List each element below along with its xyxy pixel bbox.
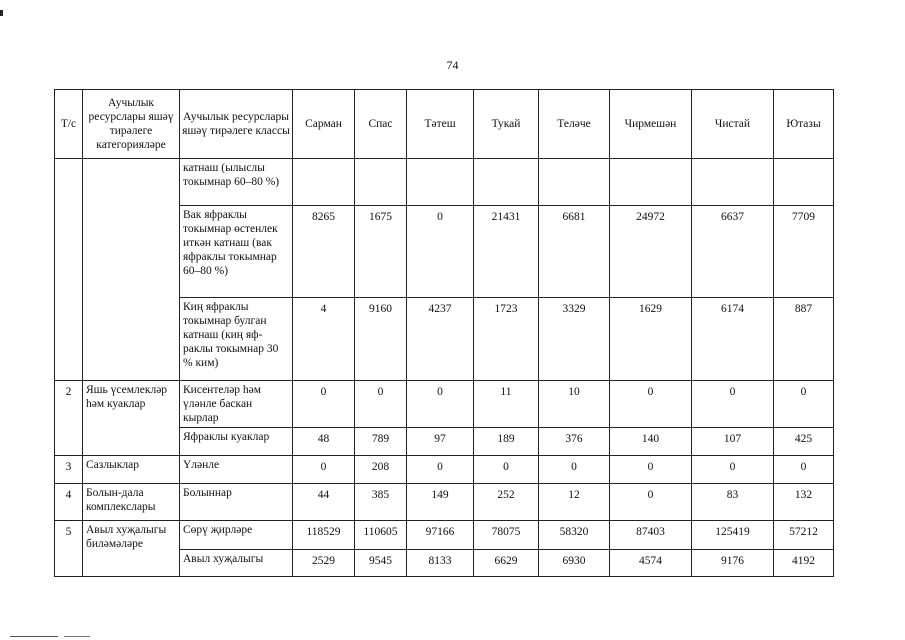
page-number: 74 bbox=[446, 58, 459, 72]
cell-tetesh: 0 bbox=[407, 206, 474, 298]
cell-teleche: 6681 bbox=[539, 206, 610, 298]
cell-chirmeshan: 4574 bbox=[610, 550, 692, 577]
cell-sarman: 44 bbox=[293, 484, 355, 521]
cell-teleche: 376 bbox=[539, 428, 610, 456]
cell-chistai: 0 bbox=[692, 381, 774, 428]
cell-spas: 789 bbox=[355, 428, 407, 456]
cell-spas bbox=[355, 159, 407, 206]
header-class: Аучылык ресурслары яшәү тирәлеге классы bbox=[180, 90, 293, 159]
habitat-area-table bbox=[54, 89, 834, 577]
cell-yutazy: 425 bbox=[774, 428, 834, 456]
cell-sarman: 0 bbox=[293, 456, 355, 484]
cell-tukai: 21431 bbox=[474, 206, 539, 298]
header-category: Аучылык ресурслары яшәү тирәлеге категорияләре bbox=[83, 90, 180, 159]
cell-tetesh: 97166 bbox=[407, 521, 474, 550]
cell-yutazy: 0 bbox=[774, 381, 834, 428]
cell-chistai bbox=[692, 159, 774, 206]
row-class: Үләнле bbox=[180, 456, 293, 484]
row-index: 2 bbox=[55, 381, 83, 456]
cell-tukai: 189 bbox=[474, 428, 539, 456]
cell-chistai: 125419 bbox=[692, 521, 774, 550]
row-index: 5 bbox=[55, 521, 83, 577]
cell-tetesh: 0 bbox=[407, 456, 474, 484]
cell-teleche: 3329 bbox=[539, 298, 610, 381]
header-chirmeshan: Чирмешән bbox=[610, 90, 692, 159]
cell-chirmeshan: 0 bbox=[610, 381, 692, 428]
cell-yutazy: 57212 bbox=[774, 521, 834, 550]
cell-tukai bbox=[474, 159, 539, 206]
header-teleche: Теләче bbox=[539, 90, 610, 159]
cell-chirmeshan: 24972 bbox=[610, 206, 692, 298]
cell-chirmeshan: 87403 bbox=[610, 521, 692, 550]
header-spas: Спас bbox=[355, 90, 407, 159]
header-tetesh: Тәтеш bbox=[407, 90, 474, 159]
row-class: Авыл хуҗалыгы bbox=[180, 550, 293, 577]
header-sarman: Сарман bbox=[293, 90, 355, 159]
cell-teleche: 10 bbox=[539, 381, 610, 428]
row-category bbox=[83, 159, 180, 381]
cell-teleche: 58320 bbox=[539, 521, 610, 550]
table-row bbox=[55, 456, 834, 484]
cell-spas: 208 bbox=[355, 456, 407, 484]
cell-sarman: 4 bbox=[293, 298, 355, 381]
row-category: Яшь үсемлекләр һәм куаклар bbox=[83, 381, 180, 456]
row-category: Болын-дала комплекслары bbox=[83, 484, 180, 521]
cell-chistai: 6174 bbox=[692, 298, 774, 381]
cell-tukai: 1723 bbox=[474, 298, 539, 381]
cell-spas: 9160 bbox=[355, 298, 407, 381]
row-class: Кисентеләр һәм үләнле баскан кырлар bbox=[180, 381, 293, 428]
cell-tukai: 78075 bbox=[474, 521, 539, 550]
cell-tetesh bbox=[407, 159, 474, 206]
cell-sarman: 2529 bbox=[293, 550, 355, 577]
table-header-row bbox=[55, 90, 834, 159]
table-row bbox=[55, 484, 834, 521]
cell-tetesh: 97 bbox=[407, 428, 474, 456]
row-class: катнаш (ылыслы токымнар 60–80 %) bbox=[180, 159, 293, 206]
cell-teleche bbox=[539, 159, 610, 206]
row-category: Сазлыклар bbox=[83, 456, 180, 484]
cell-teleche: 0 bbox=[539, 456, 610, 484]
cell-tukai: 252 bbox=[474, 484, 539, 521]
cell-yutazy bbox=[774, 159, 834, 206]
cell-chistai: 107 bbox=[692, 428, 774, 456]
cell-tetesh: 8133 bbox=[407, 550, 474, 577]
cell-tukai: 0 bbox=[474, 456, 539, 484]
cell-tukai: 11 bbox=[474, 381, 539, 428]
cell-chistai: 0 bbox=[692, 456, 774, 484]
row-class: Болыннар bbox=[180, 484, 293, 521]
cell-spas: 1675 bbox=[355, 206, 407, 298]
cell-sarman bbox=[293, 159, 355, 206]
cell-spas: 110605 bbox=[355, 521, 407, 550]
cell-chirmeshan: 140 bbox=[610, 428, 692, 456]
cell-sarman: 48 bbox=[293, 428, 355, 456]
footnote-separator bbox=[64, 636, 90, 637]
cell-tetesh: 4237 bbox=[407, 298, 474, 381]
cell-yutazy: 132 bbox=[774, 484, 834, 521]
cell-spas: 385 bbox=[355, 484, 407, 521]
row-category: Авыл хуҗалыгы биләмәләре bbox=[83, 521, 180, 577]
row-class: Вак яфраклы токымнар өстенлек иткән катнаш (вак яфраклы токымнар 60–80 %) bbox=[180, 206, 293, 298]
header-chistai: Чистай bbox=[692, 90, 774, 159]
cell-chistai: 9176 bbox=[692, 550, 774, 577]
header-index: Т/с bbox=[55, 90, 83, 159]
cell-teleche: 6930 bbox=[539, 550, 610, 577]
table-row bbox=[55, 159, 834, 206]
cell-chirmeshan: 1629 bbox=[610, 298, 692, 381]
cell-spas: 9545 bbox=[355, 550, 407, 577]
row-index bbox=[55, 159, 83, 381]
row-index: 4 bbox=[55, 484, 83, 521]
cell-yutazy: 0 bbox=[774, 456, 834, 484]
cell-chirmeshan: 0 bbox=[610, 456, 692, 484]
cell-sarman: 0 bbox=[293, 381, 355, 428]
row-class: Сөрү җирләре bbox=[180, 521, 293, 550]
cell-spas: 0 bbox=[355, 381, 407, 428]
footnote-separator bbox=[10, 636, 58, 637]
cell-tetesh: 149 bbox=[407, 484, 474, 521]
cell-tukai: 6629 bbox=[474, 550, 539, 577]
cell-tetesh: 0 bbox=[407, 381, 474, 428]
cell-chistai: 83 bbox=[692, 484, 774, 521]
table-row bbox=[55, 521, 834, 550]
header-tukai: Тукай bbox=[474, 90, 539, 159]
table-row bbox=[55, 381, 834, 428]
row-class: Яфраклы куаклар bbox=[180, 428, 293, 456]
cell-chirmeshan bbox=[610, 159, 692, 206]
cell-yutazy: 887 bbox=[774, 298, 834, 381]
cell-teleche: 12 bbox=[539, 484, 610, 521]
cell-sarman: 118529 bbox=[293, 521, 355, 550]
cell-sarman: 8265 bbox=[293, 206, 355, 298]
cell-yutazy: 4192 bbox=[774, 550, 834, 577]
scan-edge-mark bbox=[0, 10, 3, 16]
row-class: Киң яфраклы токымнар булган катнаш (киң яф-раклы токымнар 30 % ким) bbox=[180, 298, 293, 381]
cell-yutazy: 7709 bbox=[774, 206, 834, 298]
cell-chistai: 6637 bbox=[692, 206, 774, 298]
row-index: 3 bbox=[55, 456, 83, 484]
cell-chirmeshan: 0 bbox=[610, 484, 692, 521]
header-yutazy: Ютазы bbox=[774, 90, 834, 159]
